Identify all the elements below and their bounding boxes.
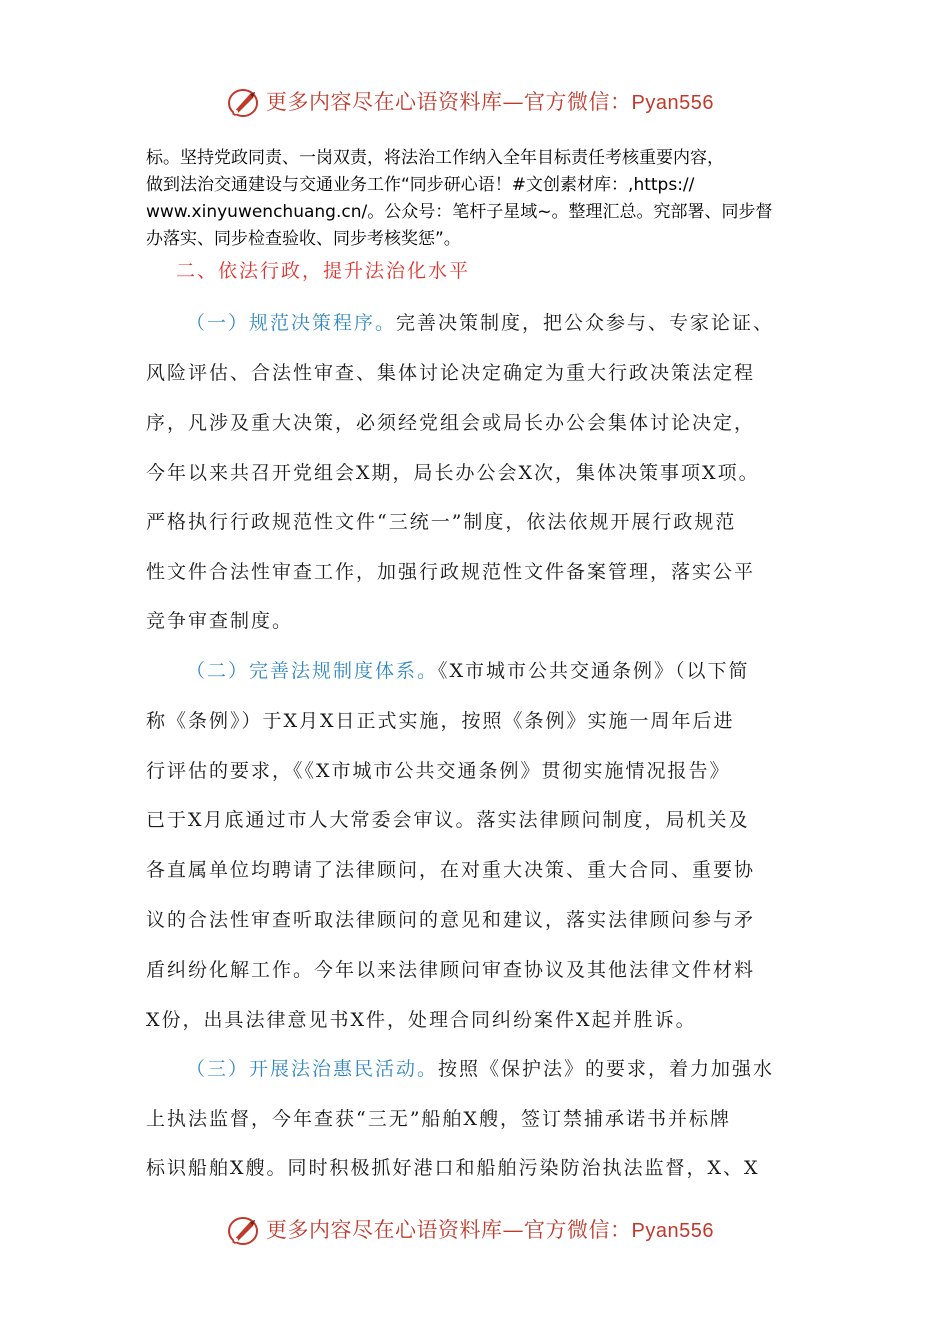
paragraph-line: 称《条例》）于X月X日正式实施，按照《条例》实施一周年后进 [146, 710, 735, 732]
intro-line: 做到法治交通建设与交通业务工作“同步研心语！#文创素材库：,https:// [146, 175, 695, 195]
paragraph-first-line [186, 308, 774, 335]
paragraph-line: 今年以来共召开党组会X期，局长办公会X次，集体决策事项X项。 [146, 462, 760, 484]
subsection-title: （一）规范决策程序。 [186, 312, 397, 334]
paragraph-line: 风险评估、合法性审查、集体讨论决定确定为重大行政决策法定程 [146, 362, 756, 384]
intro-line: www.xinyuwenchuang.cn/。公众号：笔杆子星域~。整理汇总。究部署、同步督 [146, 202, 773, 222]
paragraph-line: X份，出具法律意见书X件，处理合同纠纷案件X起并胜诉。 [146, 1009, 697, 1031]
paragraph-first-line [186, 1054, 774, 1081]
paragraph-line: 标识船舶X艘。同时积极抓好港口和船舶污染防治执法监督，X、X [146, 1157, 760, 1179]
footer-banner [0, 1210, 950, 1250]
header-banner [0, 82, 950, 122]
subsection-title: （二）完善法规制度体系。 [186, 660, 439, 682]
paragraph-line: 竞争审查制度。 [146, 610, 294, 632]
intro-line: 标。坚持党政同责、一岗双责，将法治工作纳入全年目标责任考核重要内容， [146, 148, 724, 168]
paragraph-first-line [186, 656, 750, 683]
paragraph-line: 行评估的要求，《《X市城市公共交通条例》贯彻实施情况报告》 [146, 760, 731, 782]
paragraph-line: 各直属单位均聘请了法律顾问，在对重大决策、重大合同、重要协 [146, 859, 756, 881]
paragraph-line: 严格执行行政规范性文件“三统一”制度，依法依规开展行政规范 [146, 511, 737, 533]
section-heading: 二、依法行政，提升法治化水平 [176, 260, 471, 282]
intro-line: 办落实、同步检查验收、同步考核奖惩”。 [146, 229, 461, 249]
subsection-title: （三）开展法治惠民活动。 [186, 1058, 439, 1080]
banner-text: 更多内容尽在心语资料库—官方微信：Pyan556 [266, 1218, 714, 1242]
paragraph-text: 按照《保护法》的要求，着力加强水 [438, 1058, 775, 1080]
paragraph-text: 完善决策制度，把公众参与、专家论证、 [396, 312, 775, 334]
banner-text: 更多内容尽在心语资料库—官方微信：Pyan556 [266, 90, 714, 114]
paragraph-line: 上执法监督，今年查获“三无”船舶X艘，签订禁捕承诺书并标牌 [146, 1108, 731, 1130]
paragraph-line: 序，凡涉及重大决策，必须经党组会或局长办公会集体讨论决定， [146, 412, 756, 434]
intro-paragraph [146, 145, 806, 253]
paragraph-line: 议的合法性审查听取法律顾问的意见和建议，落实法律顾问参与矛 [146, 909, 756, 931]
paragraph-text: 《X市城市公共交通条例》（以下简 [438, 660, 750, 682]
paragraph-line: 已于X月底通过市人大常委会审议。落实法律顾问制度，局机关及 [146, 809, 750, 831]
pen-logo-icon [226, 1212, 262, 1248]
paragraph-line: 性文件合法性审查工作，加强行政规范性文件备案管理，落实公平 [146, 561, 756, 583]
pen-logo-icon [226, 84, 262, 120]
paragraph-line: 盾纠纷化解工作。今年以来法律顾问审查协议及其他法律文件材料 [146, 959, 756, 981]
